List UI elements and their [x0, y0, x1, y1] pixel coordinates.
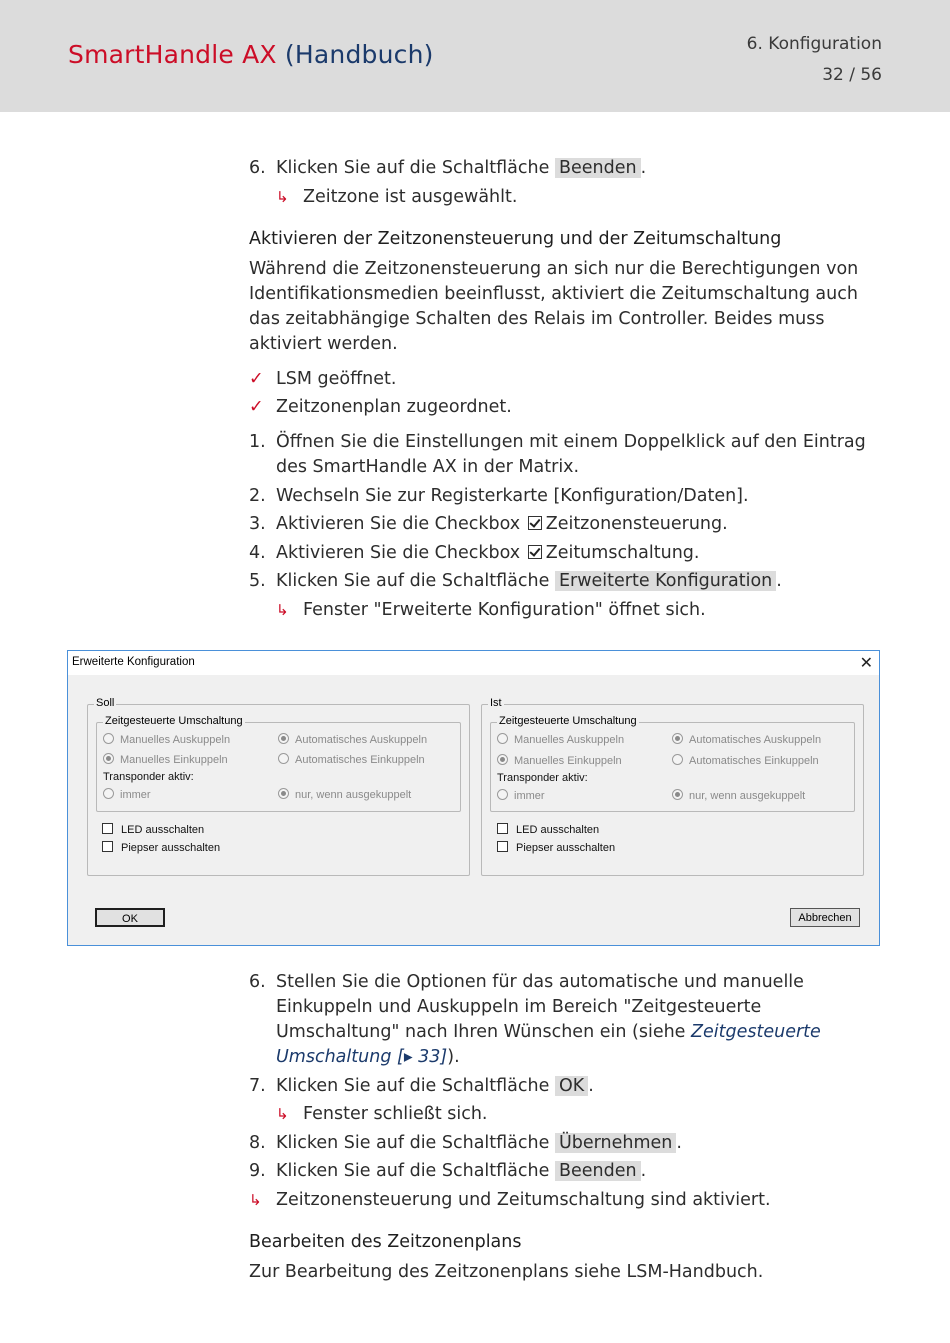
- prerequisite-item: ✓ Zeitzonenplan zugeordnet.: [249, 395, 889, 420]
- checkmark-icon: ✓: [249, 397, 264, 417]
- result-arrow-icon: ↳: [276, 600, 289, 619]
- result-item: ↳ Fenster "Erweiterte Konfiguration" öffnet sich.: [249, 598, 889, 623]
- result-arrow-icon: ↳: [276, 187, 289, 206]
- page-number: 32 / 56: [822, 65, 882, 85]
- dialog-title: Erweiterte Konfiguration: [72, 656, 195, 668]
- step-item: 7. Klicken Sie auf die Schaltfläche OK .: [249, 1075, 594, 1096]
- soll-panel: [87, 697, 470, 876]
- radio-only-decoupled[interactable]: nur, wenn ausgekuppelt: [278, 788, 411, 801]
- result-arrow-icon: ↳: [249, 1190, 262, 1209]
- beeper-off-checkbox[interactable]: Piepser ausschalten: [497, 841, 615, 854]
- cancel-button[interactable]: Abbrechen: [790, 908, 860, 927]
- document-title: [68, 40, 434, 69]
- final-result-item: ↳ Zeitzonensteuerung und Zeitumschaltung sind aktiviert.: [249, 1188, 889, 1213]
- transponder-label: Transponder aktiv:: [497, 772, 588, 784]
- header-right: [747, 29, 882, 91]
- page-header: [0, 0, 950, 112]
- dialog-titlebar: [68, 651, 879, 675]
- soll-switching-group: [96, 715, 461, 812]
- radio-manual-decouple[interactable]: Manuelles Auskuppeln: [497, 733, 624, 746]
- radio-auto-couple[interactable]: Automatisches Einkuppeln: [278, 753, 425, 766]
- cross-reference-link[interactable]: Zeitgesteuerte Umschaltung [▸ 33]: [276, 1022, 821, 1067]
- step-item: 2. Wechseln Sie zur Registerkarte [Konfiguration/Daten].: [249, 485, 749, 506]
- button-reference: Beenden: [555, 158, 641, 178]
- radio-manual-couple[interactable]: Manuelles Einkuppeln: [103, 753, 228, 766]
- led-off-checkbox[interactable]: LED ausschalten: [497, 823, 599, 836]
- radio-manual-couple[interactable]: Manuelles Einkuppeln: [497, 754, 622, 767]
- paragraph: Zur Bearbeitung des Zeitzonenplans siehe LSM-Handbuch.: [249, 1261, 764, 1282]
- ist-label: Ist: [490, 697, 502, 709]
- button-reference: Beenden: [555, 1161, 641, 1181]
- content-top: [249, 156, 889, 626]
- step-item: 9. Klicken Sie auf die Schaltfläche Beenden .: [249, 1161, 647, 1181]
- step-item: 3. Aktivieren Sie die Checkbox Zeitzonensteuerung.: [249, 514, 728, 534]
- radio-auto-decouple[interactable]: Automatisches Auskuppeln: [278, 733, 427, 746]
- step-item: 1. Öffnen Sie die Einstellungen mit einem Doppelklick auf den Eintrag des SmartHandle AX in der Matrix.: [249, 432, 866, 477]
- radio-auto-decouple[interactable]: Automatisches Auskuppeln: [672, 733, 821, 746]
- group-label: Zeitgesteuerte Umschaltung: [105, 715, 243, 727]
- ist-switching-group: [490, 715, 855, 812]
- led-off-checkbox[interactable]: LED ausschalten: [102, 823, 204, 836]
- button-reference: Übernehmen: [555, 1133, 676, 1153]
- section-heading: Bearbeiten des Zeitzonenplans: [249, 1231, 522, 1252]
- step-item: 8. Klicken Sie auf die Schaltfläche Übernehmen .: [249, 1132, 682, 1153]
- result-arrow-icon: ↳: [276, 1105, 289, 1123]
- brand-name: SmartHandle AX: [68, 40, 277, 69]
- checkbox-checked-icon: [528, 545, 542, 559]
- step-item: 6. Klicken Sie auf die Schaltfläche Beenden .: [249, 158, 647, 178]
- chapter-label: 6. Konfiguration: [746, 34, 882, 54]
- group-label: Zeitgesteuerte Umschaltung: [499, 715, 637, 727]
- transponder-label: Transponder aktiv:: [103, 771, 194, 783]
- advanced-config-dialog: [67, 650, 880, 946]
- step-item: 5. Klicken Sie auf die Schaltfläche Erweiterte Konfiguration .: [249, 571, 782, 591]
- paragraph: Während die Zeitzonensteuerung an sich nur die Berechtigungen von Identifikationsmedien beeinflusst, aktiviert die Zeitumschaltung auch das zeitabhängige Schalten des Relais im Controller. Beides muss aktiviert werden.: [249, 258, 859, 354]
- prerequisite-item: ✓ LSM geöffnet.: [249, 367, 889, 392]
- beeper-off-checkbox[interactable]: Piepser ausschalten: [102, 841, 220, 854]
- checkmark-icon: ✓: [249, 368, 264, 389]
- radio-always[interactable]: immer: [103, 788, 151, 801]
- ist-panel: [481, 697, 864, 876]
- step-item: 6. Stellen Sie die Optionen für das automatische und manuelle Einkuppeln und Auskuppeln im Bereich "Zeitgesteuerte Umschaltung" nach Ihren Wünschen ein (siehe Zeitgesteuerte Umschaltung [▸ 33]).: [249, 972, 821, 1067]
- radio-always[interactable]: immer: [497, 789, 545, 802]
- close-icon[interactable]: ✕: [859, 655, 873, 672]
- checkbox-checked-icon: [528, 516, 542, 530]
- radio-auto-couple[interactable]: Automatisches Einkuppeln: [672, 754, 819, 767]
- radio-manual-decouple[interactable]: Manuelles Auskuppeln: [103, 733, 230, 746]
- button-reference: Erweiterte Konfiguration: [555, 571, 776, 591]
- button-reference: OK: [555, 1076, 588, 1096]
- ok-button[interactable]: OK: [95, 908, 165, 927]
- result-item: ↳ Fenster schließt sich.: [249, 1102, 889, 1127]
- content-bottom: [249, 970, 889, 1295]
- radio-only-decoupled[interactable]: nur, wenn ausgekuppelt: [672, 789, 805, 802]
- step-item: 4. Aktivieren Sie die Checkbox Zeitumschaltung.: [249, 542, 700, 563]
- soll-label: Soll: [96, 697, 115, 709]
- result-item: ↳ Zeitzone ist ausgewählt.: [249, 185, 889, 210]
- section-heading: Aktivieren der Zeitzonensteuerung und der Zeitumschaltung: [249, 228, 782, 249]
- brand-subtitle: (Handbuch): [284, 40, 434, 69]
